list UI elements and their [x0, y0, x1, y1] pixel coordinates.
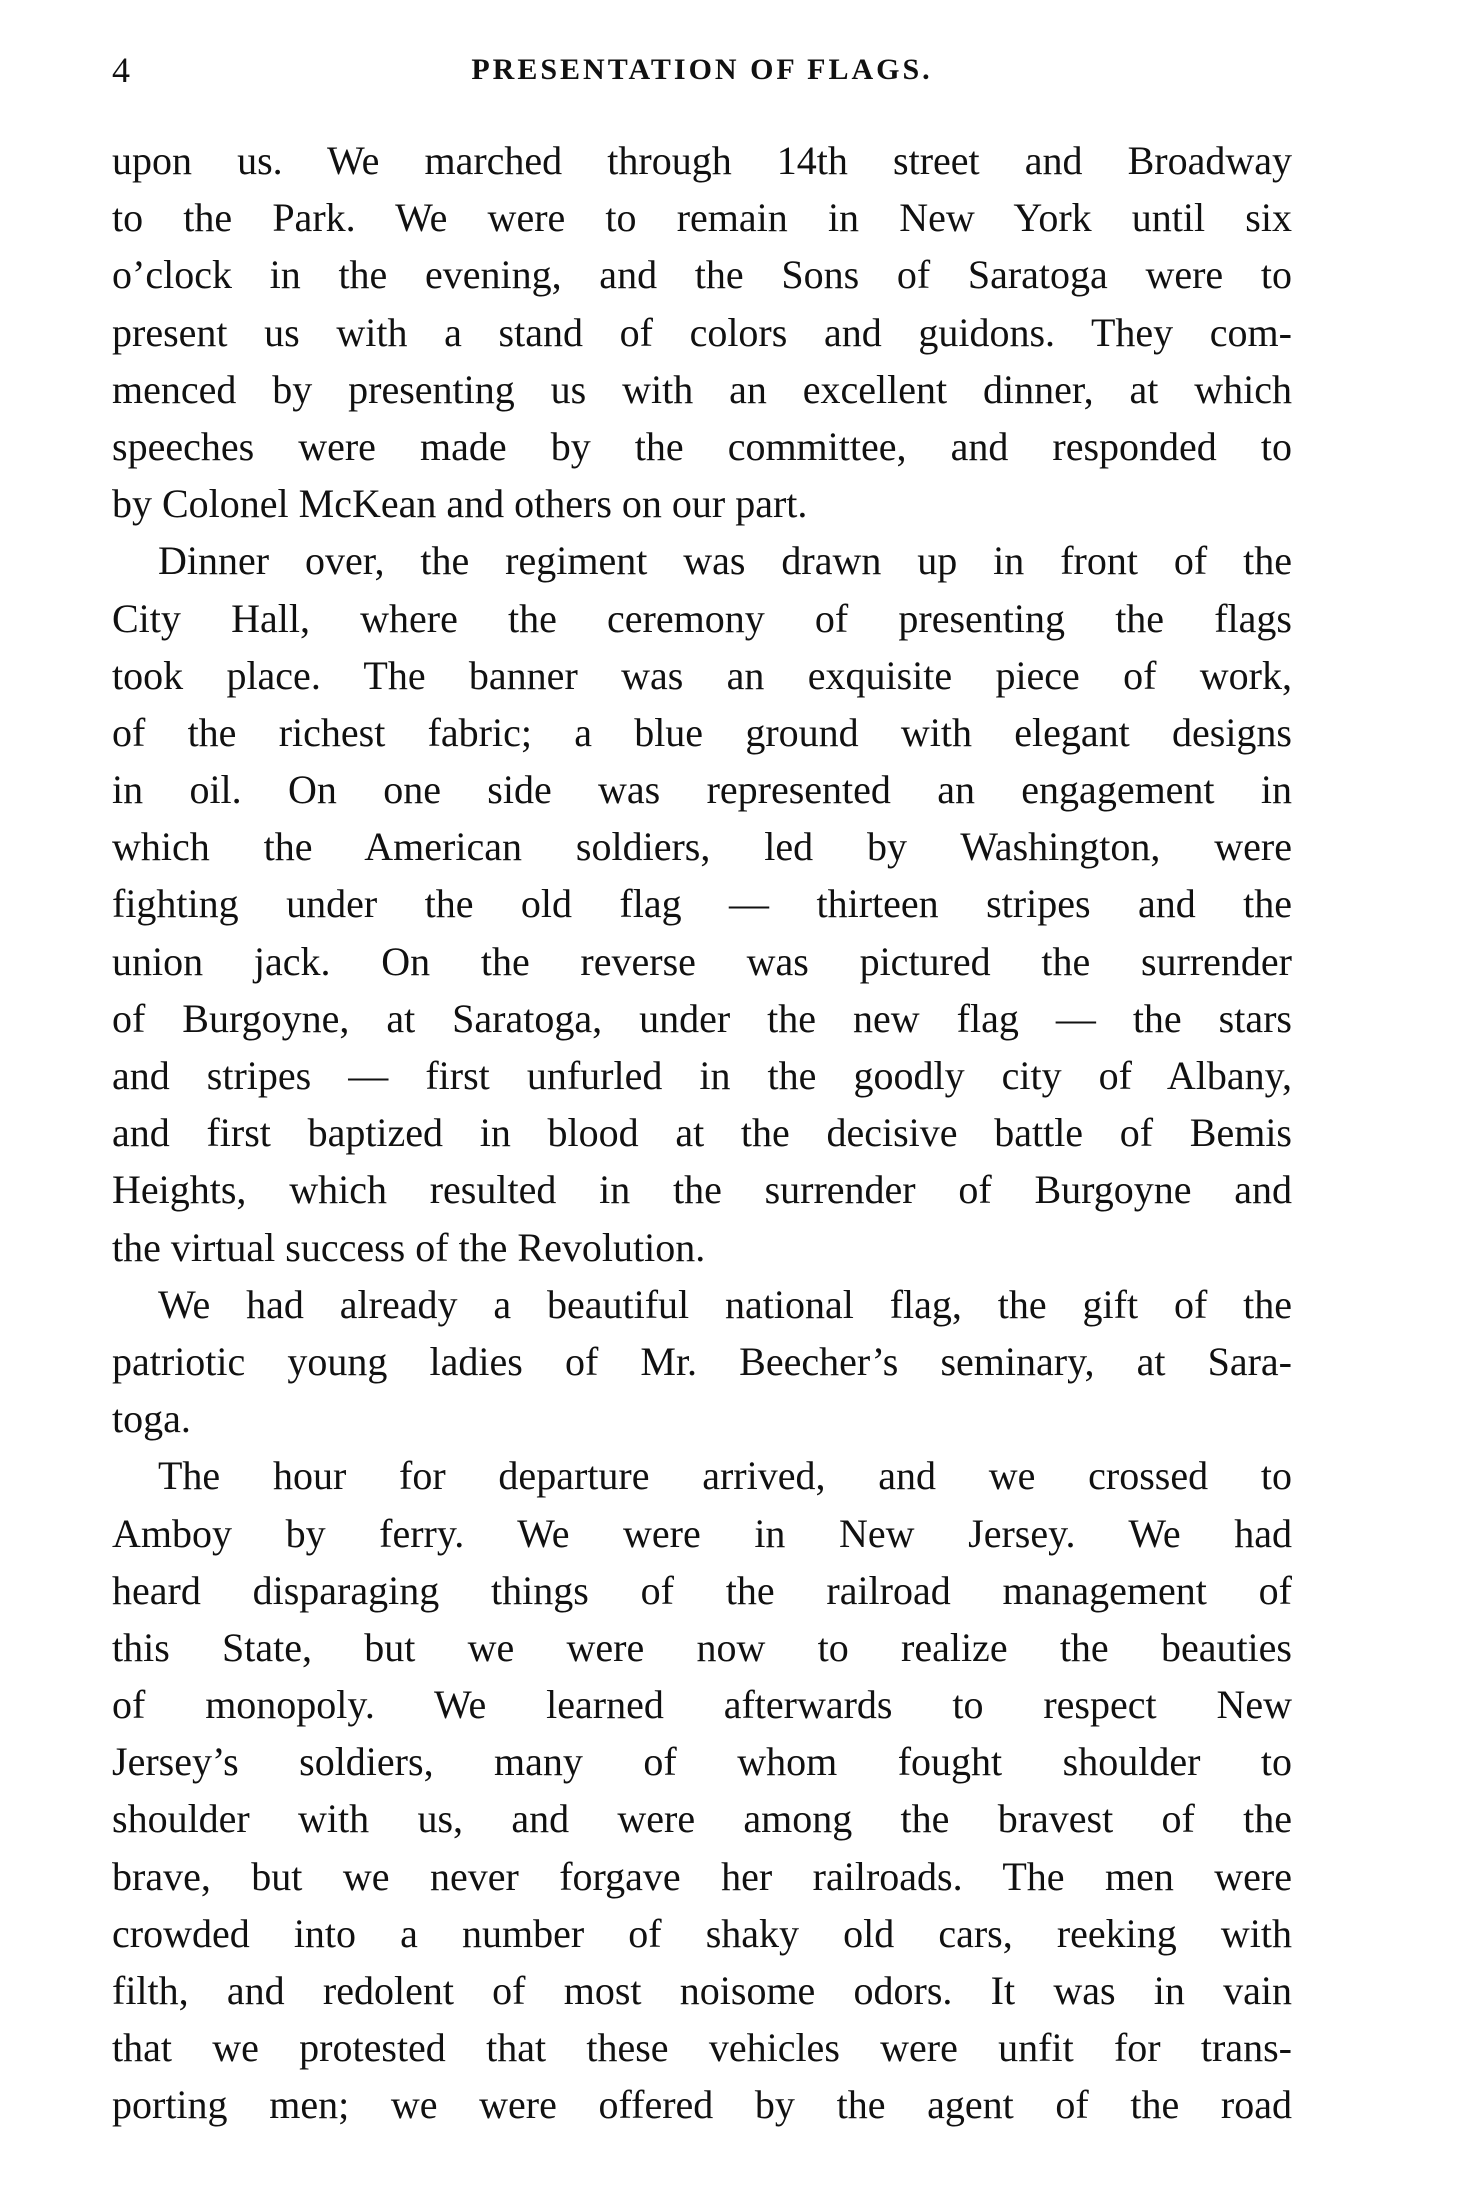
page-header — [112, 50, 1292, 90]
text-line: The hour for departure arrived, and we crossed to — [158, 1453, 1292, 1499]
text-line: shoulder with us, and were among the bravest of the — [112, 1796, 1292, 1842]
text-line: Jersey’s soldiers, many of whom fought shoulder to — [112, 1739, 1292, 1785]
text-line: toga. — [112, 1396, 191, 1442]
text-line: We had already a beautiful national flag, the gift of the — [158, 1281, 1292, 1327]
text-line: crowded into a number of shaky old cars, reeking with — [112, 1910, 1292, 1956]
text-line: and stripes — first unfurled in the goodly city of Albany, — [112, 1053, 1292, 1098]
text-line: City Hall, where the ceremony of presenting the flags — [112, 595, 1292, 641]
text-line: Heights, which resulted in the surrender of Burgoyne and — [112, 1167, 1292, 1213]
page-number: 4 — [112, 50, 130, 90]
text-line: this State, but we were now to realize the beauties — [112, 1624, 1292, 1670]
paragraph — [112, 1276, 1292, 1448]
text-line: to the Park. We were to remain in New York until six — [112, 195, 1292, 241]
text-line: took place. The banner was an exquisite piece of work, — [112, 652, 1292, 698]
paragraph — [112, 1447, 1292, 2133]
text-line: of the richest fabric; a blue ground with elegant designs — [112, 709, 1292, 755]
text-line: menced by presenting us with an excellent dinner, at which — [112, 366, 1292, 412]
running-title: PRESENTATION OF FLAGS. — [471, 53, 933, 86]
body-text — [112, 132, 1292, 2134]
text-line: Dinner over, the regiment was drawn up in front of the — [158, 538, 1292, 584]
text-line: which the American soldiers, led by Washington, were — [112, 824, 1292, 870]
text-line: the virtual success of the Revolution. — [112, 1224, 706, 1270]
text-line: o’clock in the evening, and the Sons of Saratoga were to — [112, 252, 1292, 298]
text-line: upon us. We marched through 14th street and Broadway — [112, 138, 1292, 183]
text-line: present us with a stand of colors and guidons. They com- — [112, 309, 1292, 355]
paragraph — [112, 532, 1292, 1275]
text-line: and first baptized in blood at the decisive battle of Bemis — [112, 1110, 1292, 1156]
text-line: filth, and redolent of most noisome odors. It was in vain — [112, 1968, 1292, 2013]
text-line: Amboy by ferry. We were in New Jersey. We had — [112, 1510, 1292, 1556]
text-line: brave, but we never forgave her railroads. The men were — [112, 1853, 1292, 1899]
text-line: patriotic young ladies of Mr. Beecher’s seminary, at Sara- — [112, 1338, 1292, 1384]
text-line: heard disparaging things of the railroad management of — [112, 1567, 1292, 1613]
text-line: union jack. On the reverse was pictured the surrender — [112, 938, 1292, 984]
text-line: that we protested that these vehicles were unfit for trans- — [112, 2025, 1292, 2071]
text-line: by Colonel McKean and others on our part. — [112, 481, 808, 527]
paragraph — [112, 132, 1292, 532]
text-line: of Burgoyne, at Saratoga, under the new flag — the stars — [112, 995, 1292, 1041]
text-line: of monopoly. We learned afterwards to respect New — [112, 1682, 1292, 1728]
text-line: fighting under the old flag — thirteen stripes and the — [112, 881, 1292, 927]
text-line: porting men; we were offered by the agent of the road — [112, 2082, 1292, 2128]
text-line: in oil. On one side was represented an engagement in — [112, 767, 1292, 813]
text-line: speeches were made by the committee, and responded to — [112, 423, 1292, 469]
